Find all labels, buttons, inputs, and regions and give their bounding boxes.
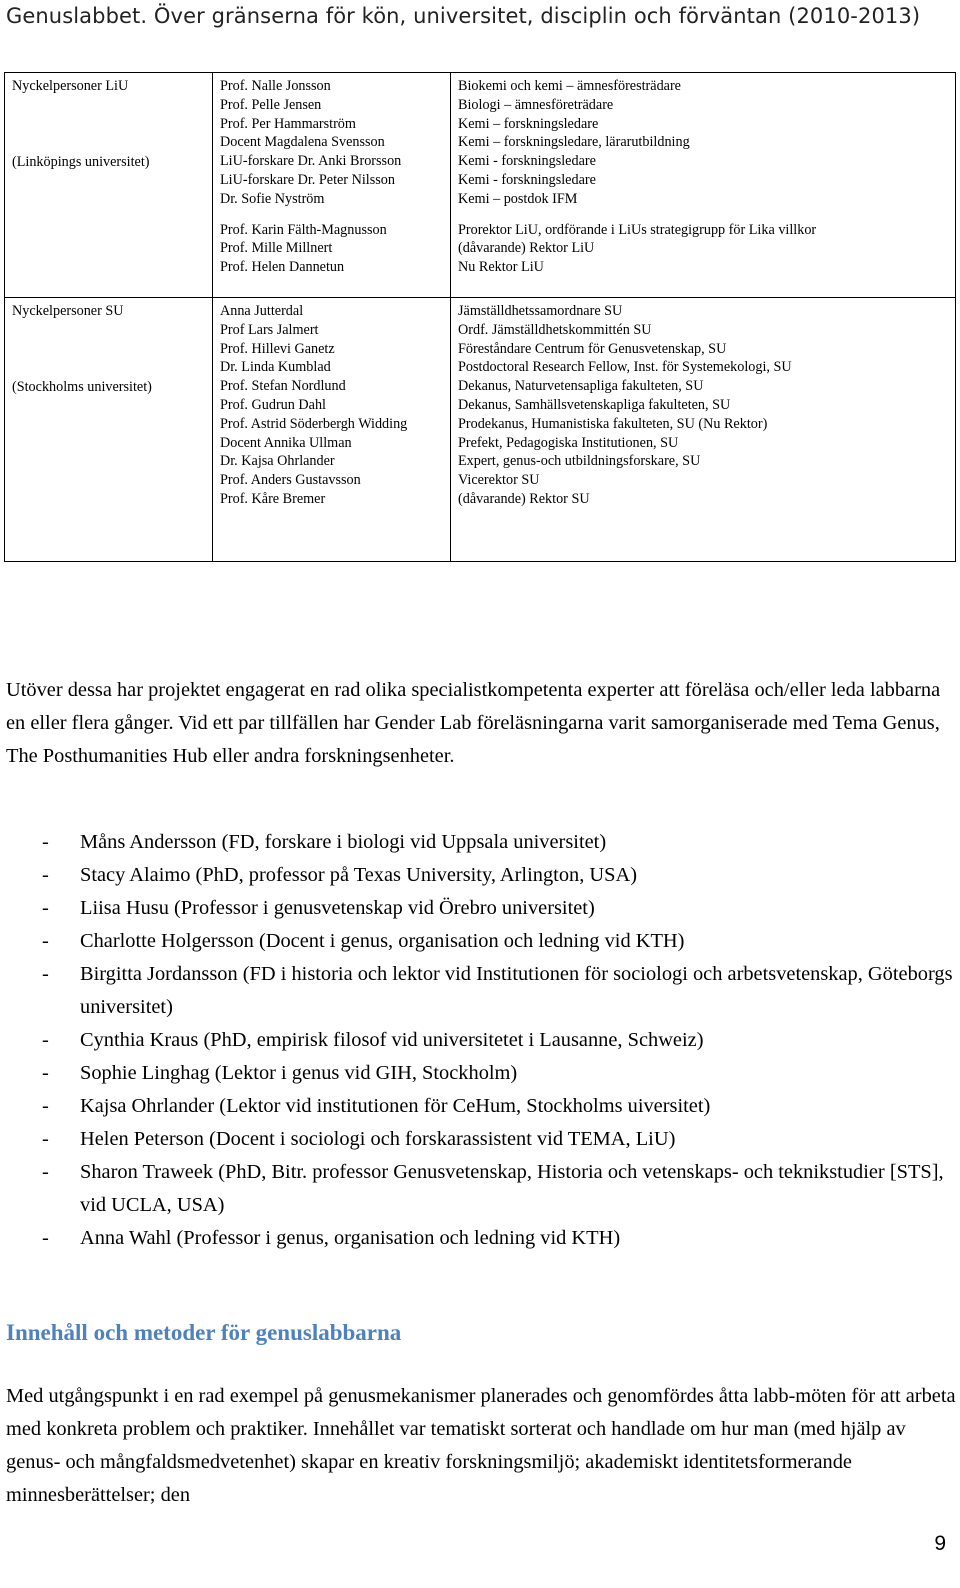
section-heading: Innehåll och metoder för genuslabbarna (6, 1320, 402, 1345)
roles-group (458, 302, 949, 509)
person-name: Docent Annika Ullman (220, 434, 352, 451)
expert-entry: Cynthia Kraus (PhD, empirisk filosof vid universitetet i Lausanne, Schweiz) (80, 1029, 704, 1051)
intro-paragraph: Utöver dessa har projektet engagerat en rad olika specialistkompetenta experter att föreläsa och/eller leda labbarna en eller flera gånger. Vid ett par tillfällen har Gender Lab föreläsningarna varit samorganiserade med Tema Genus, The Posthumanities Hub eller andra forskningsenheter. (6, 679, 941, 767)
person-name: Prof. Nalle Jonsson (220, 78, 331, 94)
expert-entry: Sharon Traweek (PhD, Bitr. professor Genusvetenskap, Historia och vetenskaps- och teknikstudier [STS], vid UCLA, USA) (80, 1161, 944, 1216)
person-role: Prorektor LiU, ordförande i LiUs strategigrupp för Lika villkor (458, 221, 817, 238)
roles-group-b (458, 221, 949, 277)
list-item (6, 1057, 956, 1090)
list-item (6, 958, 956, 1024)
names-group-a (220, 77, 444, 209)
bullet-dash: - (42, 864, 49, 886)
person-name: Prof. Gudrun Dahl (220, 396, 326, 413)
list-item (6, 859, 956, 892)
expert-entry: Måns Andersson (FD, forskare i biologi vid Uppsala universitet) (80, 831, 607, 853)
bullet-dash: - (42, 831, 49, 853)
bullet-dash: - (42, 930, 49, 952)
person-name: Docent Magdalena Svensson (220, 134, 385, 151)
roles-group-a (458, 77, 949, 209)
person-role: Vicerektor SU (458, 472, 540, 489)
cell-su-label (5, 298, 213, 562)
table-row-su (5, 298, 956, 562)
expert-entry: Kajsa Ohrlander (Lektor vid institutionen för CeHum, Stockholms uiversitet) (80, 1095, 711, 1117)
cell-liu-roles (451, 73, 956, 298)
person-role: (dåvarande) Rektor SU (458, 490, 590, 507)
person-role: Postdoctoral Research Fellow, Inst. för Systemekologi, SU (458, 359, 792, 376)
person-name: Anna Jutterdal (220, 303, 304, 319)
bullet-dash: - (42, 1029, 49, 1051)
list-item (6, 1090, 956, 1123)
bullet-dash: - (42, 1161, 49, 1183)
expert-entry: Charlotte Holgersson (Docent i genus, organisation och ledning vid KTH) (80, 930, 685, 952)
person-name: Prof. Hillevi Ganetz (220, 340, 335, 357)
list-item (6, 1123, 956, 1156)
bullet-dash: - (42, 1227, 49, 1249)
person-role: Prodekanus, Humanistiska fakulteten, SU (Nu Rektor) (458, 415, 768, 432)
content-paragraph: Med utgångspunkt i en rad exempel på genusmekanismer planerades och genomfördes åtta labb-möten för att arbeta med konkreta problem och praktiker. Innehållet var tematiskt sorterat och handlade om hur man (med hjälp av genus- och mångfaldsmedvetenhet) skapar en kreativ forskningsmiljö; akademiskt identitetsformerande minnesberättelser; den (6, 1385, 956, 1506)
row-sublabel: (Linköpings universitet) (12, 153, 150, 170)
list-item (6, 892, 956, 925)
person-name: Dr. Kajsa Ohrlander (220, 453, 335, 470)
expert-entry: Stacy Alaimo (PhD, professor på Texas University, Arlington, USA) (80, 864, 637, 886)
cell-liu-label (5, 73, 213, 298)
running-header: Genuslabbet. Över gränserna för kön, universitet, disciplin och förväntan (2010-2013) (6, 4, 921, 28)
expert-entry: Anna Wahl (Professor i genus, organisation och ledning vid KTH) (80, 1227, 621, 1249)
row-sublabel: (Stockholms universitet) (12, 378, 152, 395)
person-role: Kemi – postdok IFM (458, 190, 578, 207)
list-item (6, 1024, 956, 1057)
person-role: Jämställdhetssamordnare SU (458, 303, 623, 319)
experts-list (6, 826, 956, 1255)
names-group-b (220, 221, 444, 277)
person-name: Prof. Karin Fälth-Magnusson (220, 221, 387, 238)
key-persons-table (4, 72, 956, 562)
person-role: Biokemi och kemi – ämnesföresträdare (458, 78, 681, 94)
cell-su-roles (451, 298, 956, 562)
cell-su-names (213, 298, 451, 562)
person-name: Dr. Sofie Nyström (220, 190, 325, 207)
table-row-liu (5, 73, 956, 298)
bullet-dash: - (42, 1128, 49, 1150)
bullet-dash: - (42, 897, 49, 919)
bullet-dash: - (42, 963, 49, 985)
person-role: Kemi - forskningsledare (458, 171, 596, 188)
person-role: Dekanus, Samhällsvetenskapliga fakulteten, SU (458, 396, 731, 413)
person-role: Expert, genus-och utbildningsforskare, SU (458, 453, 701, 470)
person-name: Prof. Astrid Söderbergh Widding (220, 415, 408, 432)
person-role: Ordf. Jämställdhetskommittén SU (458, 321, 652, 338)
person-role: Prefekt, Pedagogiska Institutionen, SU (458, 434, 679, 451)
person-role: Föreståndare Centrum för Genusvetenskap, SU (458, 340, 727, 357)
person-name: Prof. Per Hammarström (220, 115, 356, 132)
person-name: Prof. Pelle Jensen (220, 96, 322, 113)
list-item (6, 1222, 956, 1255)
person-role: Nu Rektor LiU (458, 259, 544, 276)
person-name: Prof. Helen Dannetun (220, 259, 345, 276)
cell-liu-names (213, 73, 451, 298)
person-name: Prof. Kåre Bremer (220, 490, 326, 507)
expert-entry: Helen Peterson (Docent i sociologi och forskarassistent vid TEMA, LiU) (80, 1128, 676, 1150)
expert-entry: Sophie Linghag (Lektor i genus vid GIH, Stockholm) (80, 1062, 518, 1084)
person-name: Prof. Stefan Nordlund (220, 378, 346, 395)
person-name: LiU-forskare Dr. Anki Brorsson (220, 153, 402, 170)
person-role: Kemi – forskningsledare, lärarutbildning (458, 134, 690, 151)
bullet-dash: - (42, 1062, 49, 1084)
person-name: Prof. Anders Gustavsson (220, 472, 361, 489)
person-role: Biologi – ämnesföreträdare (458, 96, 614, 113)
names-group (220, 302, 444, 509)
list-item (6, 826, 956, 859)
list-item (6, 1156, 956, 1222)
bullet-dash: - (42, 1095, 49, 1117)
list-item (6, 925, 956, 958)
page-number: 9 (934, 1532, 946, 1555)
row-label: Nyckelpersoner SU (12, 303, 124, 319)
person-role: (dåvarande) Rektor LiU (458, 240, 595, 257)
expert-entry: Birgitta Jordansson (FD i historia och lektor vid Institutionen för sociologi och arbetsvetenskap, Göteborgs universitet) (80, 963, 953, 1018)
person-role: Kemi – forskningsledare (458, 115, 599, 132)
person-name: Prof. Mille Millnert (220, 240, 333, 257)
expert-entry: Liisa Husu (Professor i genusvetenskap vid Örebro universitet) (80, 897, 595, 919)
person-name: Prof Lars Jalmert (220, 321, 319, 338)
person-name: Dr. Linda Kumblad (220, 359, 331, 376)
person-role: Dekanus, Naturvetensapliga fakulteten, SU (458, 378, 704, 395)
row-label: Nyckelpersoner LiU (12, 78, 129, 94)
person-role: Kemi - forskningsledare (458, 153, 596, 170)
person-name: LiU-forskare Dr. Peter Nilsson (220, 171, 395, 188)
